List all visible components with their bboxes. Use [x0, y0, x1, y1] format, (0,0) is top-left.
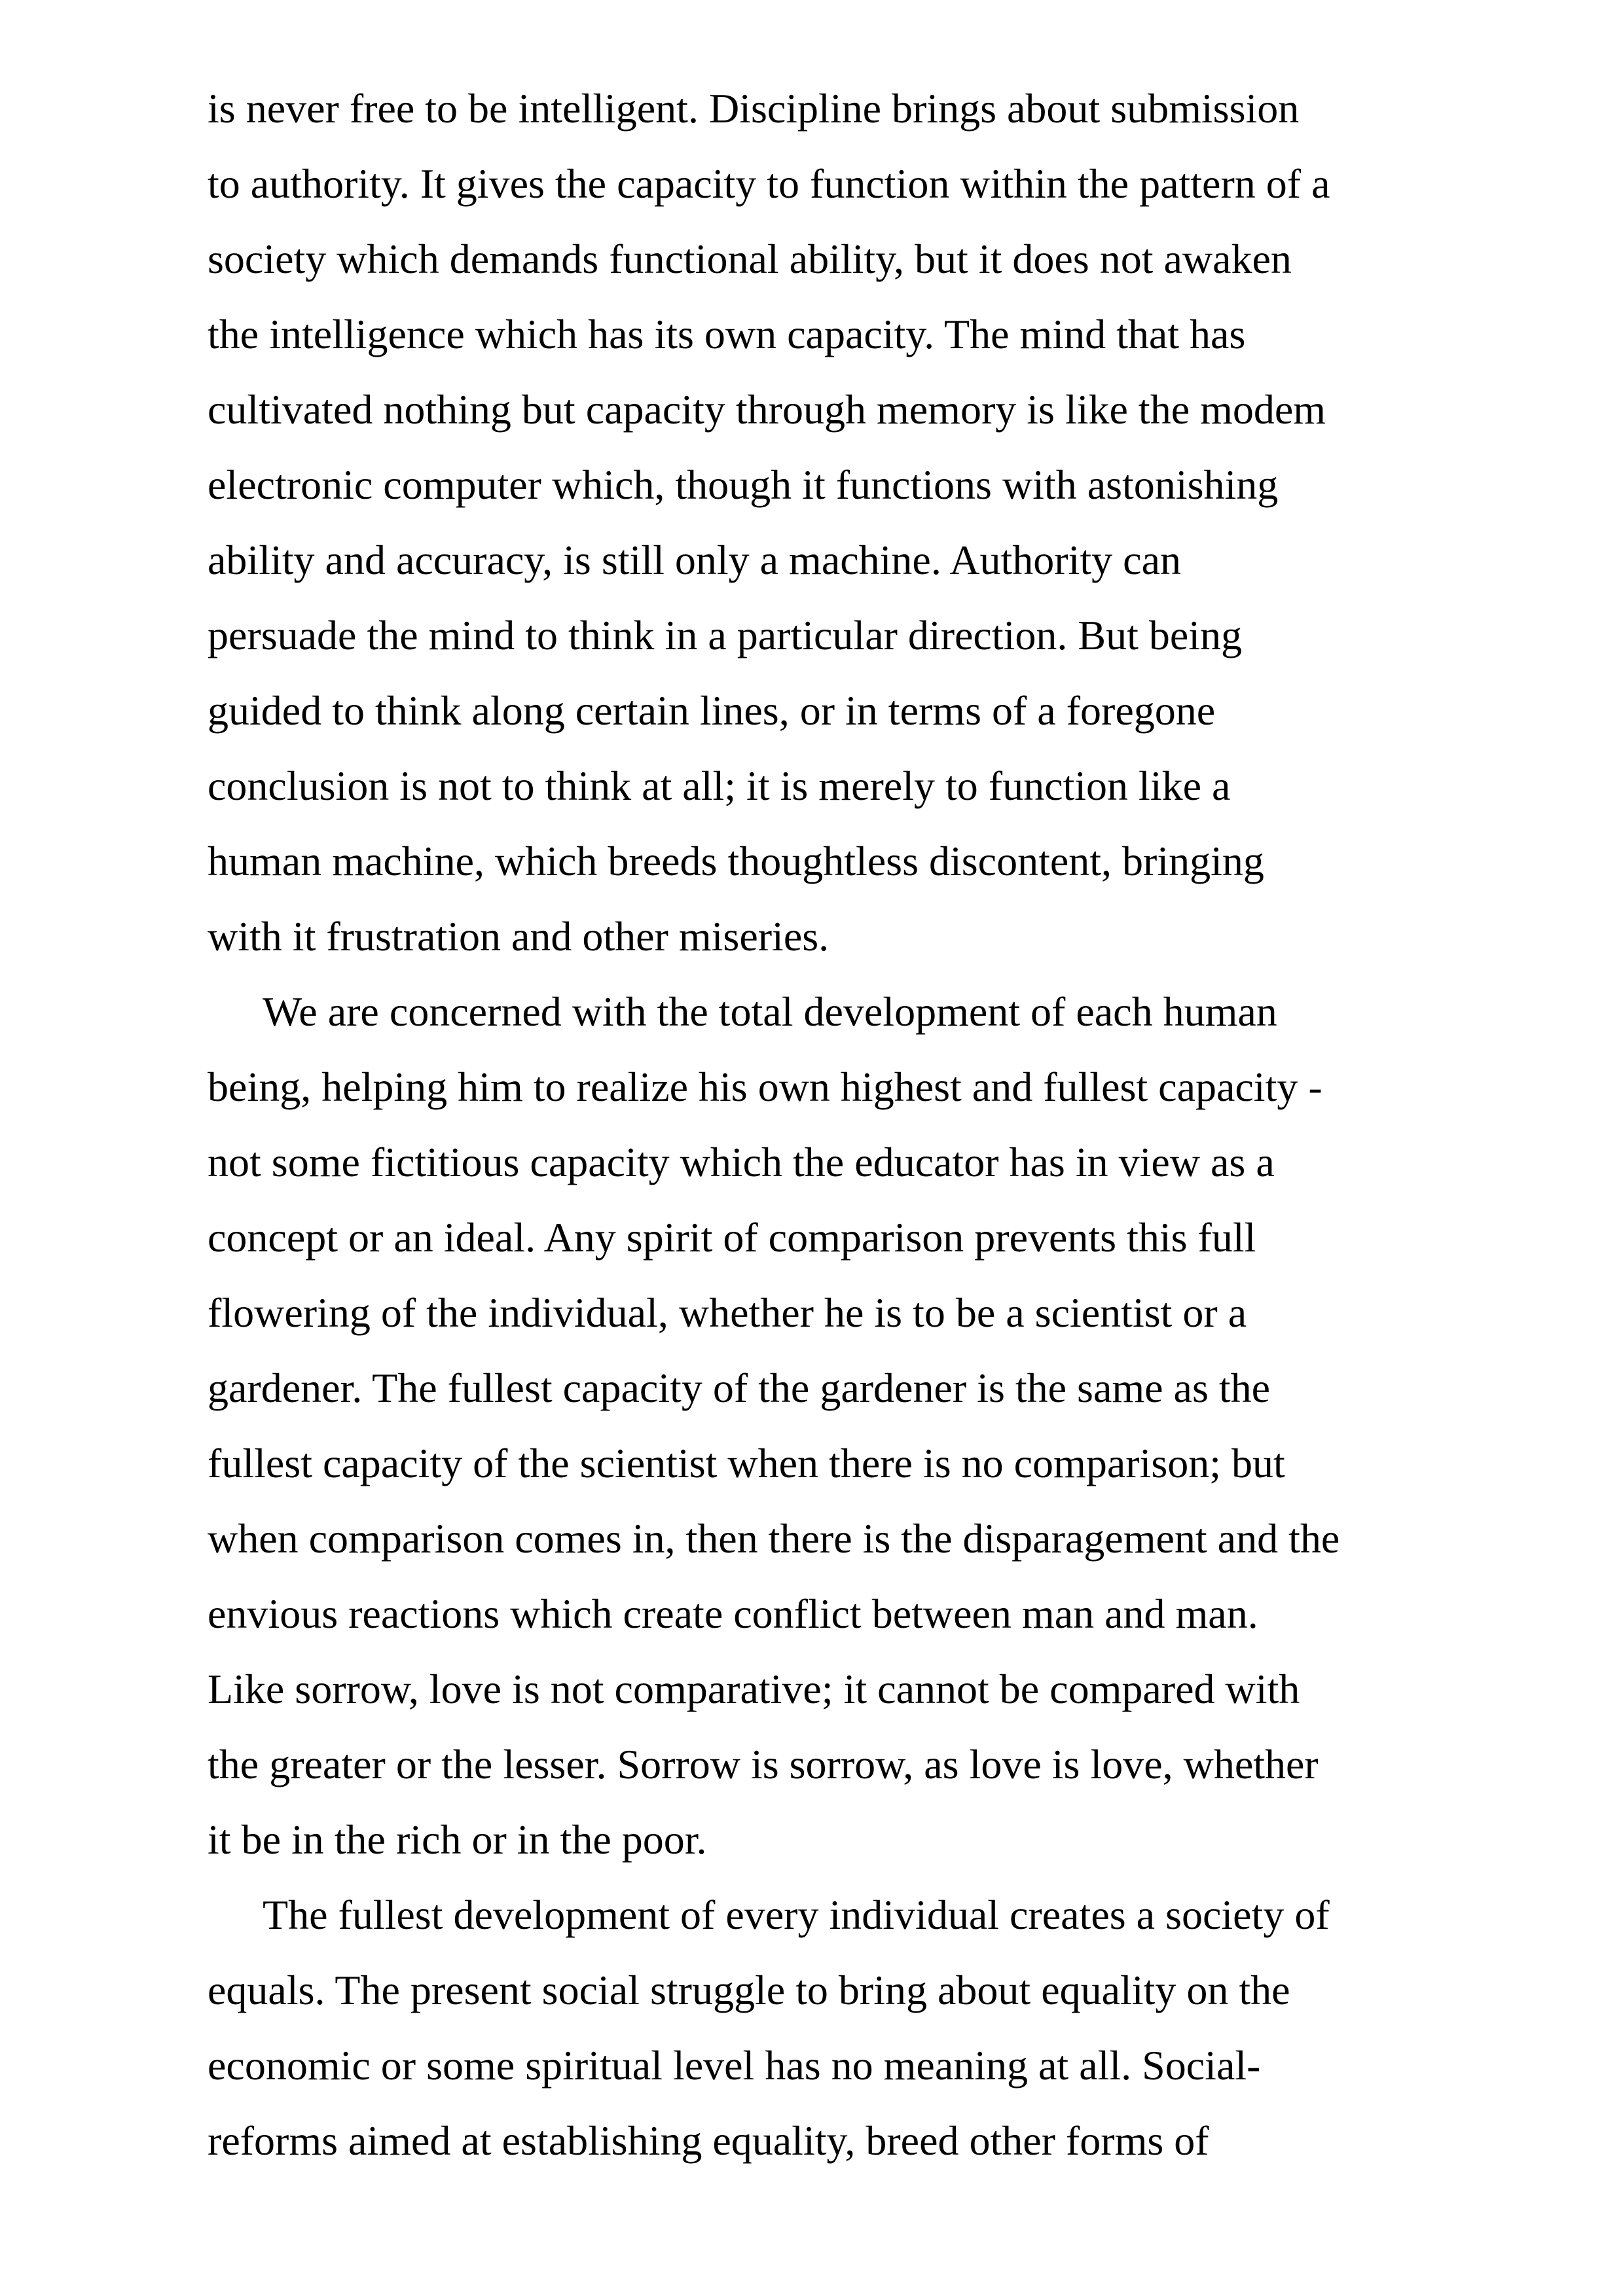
- text-line: being, helping him to realize his own highest and fullest capacity -: [208, 1064, 1322, 1110]
- text-line: economic or some spiritual level has no meaning at all. Social-: [208, 2042, 1261, 2089]
- text-line: electronic computer which, though it functions with astonishing: [208, 461, 1279, 508]
- paragraph-start-line: The fullest development of every individual creates a society of: [263, 1892, 1330, 1938]
- text-line: when comparison comes in, then there is the disparagement and the: [208, 1515, 1340, 1562]
- text-line: cultivated nothing but capacity through memory is like the modem: [208, 386, 1326, 433]
- text-line: human machine, which breeds thoughtless discontent, bringing: [208, 838, 1264, 884]
- text-line: the greater or the lesser. Sorrow is sorrow, as love is love, whether: [208, 1741, 1319, 1787]
- text-line: guided to think along certain lines, or in terms of a foregone: [208, 687, 1216, 734]
- text-line: fullest capacity of the scientist when there is no comparison; but: [208, 1440, 1285, 1486]
- text-line: is never free to be intelligent. Discipline brings about submission: [208, 85, 1300, 132]
- text-line: not some fictitious capacity which the educator has in view as a: [208, 1139, 1275, 1185]
- text-line: society which demands functional ability, but it does not awaken: [208, 236, 1292, 282]
- text-line: reforms aimed at establishing equality, breed other forms of: [208, 2117, 1209, 2164]
- text-line: it be in the rich or in the poor.: [208, 1816, 707, 1863]
- text-line: flowering of the individual, whether he is to be a scientist or a: [208, 1289, 1247, 1336]
- text-line: concept or an ideal. Any spirit of comparison prevents this full: [208, 1214, 1256, 1261]
- body-text: [208, 71, 1451, 2178]
- text-line: the intelligence which has its own capacity. The mind that has: [208, 311, 1246, 357]
- text-line: conclusion is not to think at all; it is merely to function like a: [208, 762, 1231, 809]
- text-line: with it frustration and other miseries.: [208, 913, 830, 960]
- text-line: Like sorrow, love is not comparative; it cannot be compared with: [208, 1666, 1300, 1712]
- text-line: ability and accuracy, is still only a machine. Authority can: [208, 537, 1181, 583]
- paragraph-start-line: We are concerned with the total development of each human: [263, 988, 1277, 1035]
- text-line: persuade the mind to think in a particular direction. But being: [208, 612, 1243, 658]
- text-line: envious reactions which create conflict between man and man.: [208, 1590, 1258, 1637]
- text-line: equals. The present social struggle to bring about equality on the: [208, 1967, 1290, 2013]
- text-line: to authority. It gives the capacity to function within the pattern of a: [208, 160, 1330, 207]
- text-line: gardener. The fullest capacity of the gardener is the same as the: [208, 1365, 1271, 1411]
